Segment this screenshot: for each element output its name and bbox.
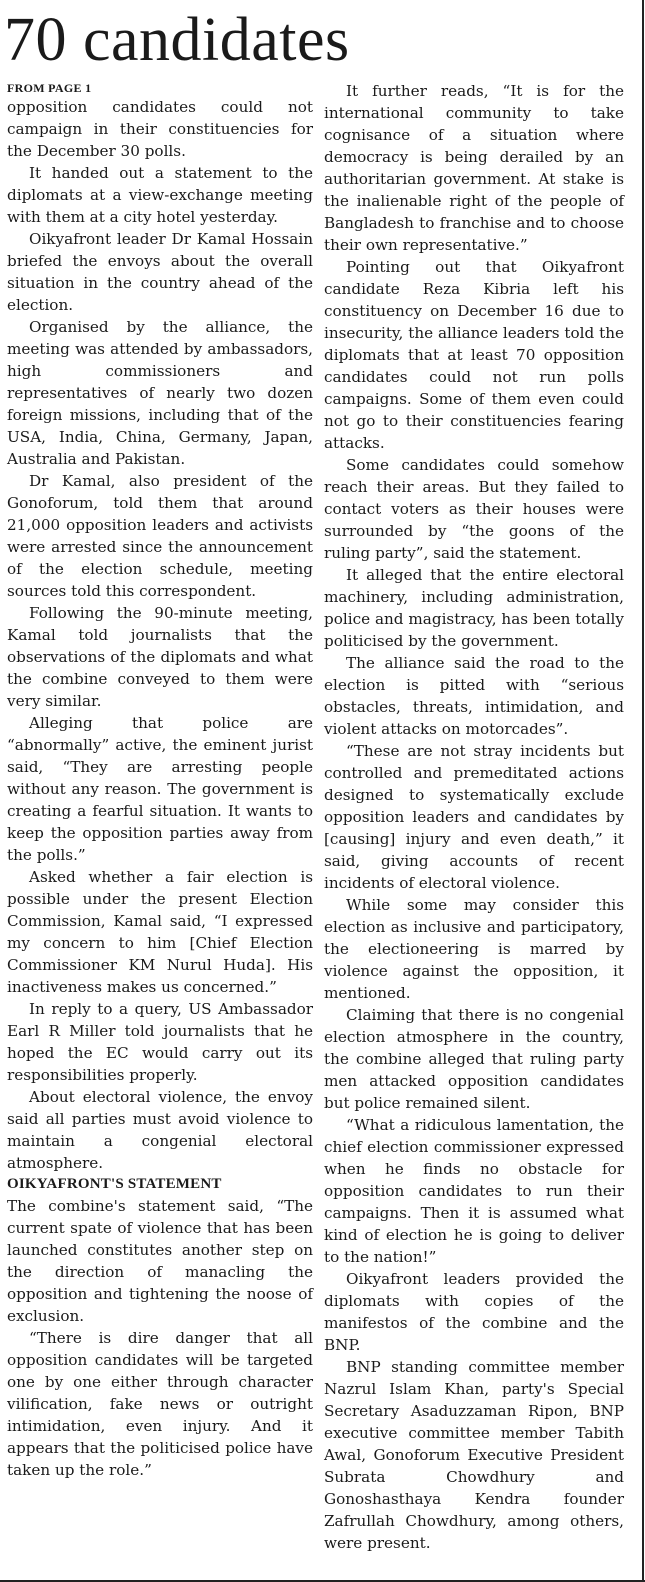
paragraph: Alleging that police are “abnormally” active, the eminent jurist said, “They are arresting people without any reason. The government is creating a fearful situation. It wants to keep the opposition parties away from the polls.” <box>7 714 313 864</box>
paragraph: The combine's statement said, “The current spate of violence that has been launched constitutes another step on the direction of manacling the opposition and tightening the noose of exclusion. <box>7 1197 313 1325</box>
page-edge-right <box>642 0 644 1582</box>
paragraph: It handed out a statement to the diplomats at a view-exchange meeting with them at a city hotel yesterday. <box>7 164 313 226</box>
paragraph: “What a ridiculous lamentation, the chief election commissioner expressed when he finds no obstacle for opposition candidates to run their campaigns. Then it is assumed what kind of election he is going to deliver to the nation!” <box>324 1116 624 1266</box>
paragraph: BNP standing committee member Nazrul Islam Khan, party's Special Secretary Asaduzzaman Ripon, BNP executive committee member Tabith Awal, Gonoforum Executive President Subrata Chowdhury and Gonoshasthaya Kendra founder Zafrullah Chowdhury, among others, were present. <box>324 1358 624 1552</box>
paragraph: “These are not stray incidents but controlled and premeditated actions designed to systematically exclude opposition leaders and candidates by [causing] injury and even death,” it said, giving accounts of recent incidents of electoral violence. <box>324 742 624 892</box>
paragraph: Organised by the alliance, the meeting was attended by ambassadors, high commissioners and representatives of nearly two dozen foreign missions, including that of the USA, India, China, Germany, Japan, Australia and Pakistan. <box>7 318 313 468</box>
paragraph: Dr Kamal, also president of the Gonoforum, told them that around 21,000 opposition leaders and activists were arrested since the announcement of the election schedule, meeting sources told this correspondent. <box>7 472 313 600</box>
paragraph: It alleged that the entire electoral machinery, including administration, police and magistracy, has been totally politicised by the government. <box>324 566 624 650</box>
paragraph: Pointing out that Oikyafront candidate Reza Kibria left his constituency on December 16 due to insecurity, the alliance leaders told the diplomats that at least 70 opposition candidates could not run polls campaigns. Some of them even could not go to their constituencies fearing attacks. <box>324 258 624 452</box>
paragraph: The alliance said the road to the election is pitted with “serious obstacles, threats, intimidation, and violent attacks on motorcades”. <box>324 654 624 738</box>
headline: 70 candidates <box>4 6 350 74</box>
paragraph: Asked whether a fair election is possible under the present Election Commission, Kamal said, “I expressed my concern to him [Chief Election Commissioner KM Nurul Huda]. His inactiveness makes us concerned.” <box>7 868 313 996</box>
paragraph: “There is dire danger that all opposition candidates will be targeted one by one either through character vilification, fake news or outright intimidation, even injury. And it appears that the politicised police have taken up the role.” <box>7 1329 313 1479</box>
right-column <box>324 80 624 1554</box>
paragraph: In reply to a query, US Ambassador Earl R Miller told journalists that he hoped the EC would carry out its responsibilities properly. <box>7 1000 313 1084</box>
paragraph: While some may consider this election as inclusive and participatory, the electioneering is marred by violence against the opposition, it mentioned. <box>324 896 624 1002</box>
paragraph: Claiming that there is no congenial election atmosphere in the country, the combine alleged that ruling party men attacked opposition candidates but police remained silent. <box>324 1006 624 1112</box>
paragraph: Following the 90-minute meeting, Kamal told journalists that the observations of the diplomats and what the combine conveyed to them were very similar. <box>7 604 313 710</box>
section-subhead: OIKYAFRONT'S STATEMENT <box>7 1176 222 1192</box>
paragraph: It further reads, “It is for the international community to take cognisance of a situation where democracy is being derailed by an authoritarian government. At stake is the inalienable right of the people of Bangladesh to franchise and to choose their own representative.” <box>324 82 624 254</box>
paragraph: Oikyafront leaders provided the diplomats with copies of the manifestos of the combine and the BNP. <box>324 1270 624 1354</box>
paragraph: Oikyafront leader Dr Kamal Hossain briefed the envoys about the overall situation in the country ahead of the election. <box>7 230 313 314</box>
paragraph: opposition candidates could not campaign in their constituencies for the December 30 polls. <box>7 98 313 160</box>
left-column <box>7 80 313 1481</box>
paragraph: Some candidates could somehow reach their areas. But they failed to contact voters as their houses were surrounded by “the goons of the ruling party”, said the statement. <box>324 456 624 562</box>
continuation-kicker: FROM PAGE 1 <box>7 81 92 95</box>
paragraph: About electoral violence, the envoy said all parties must avoid violence to maintain a congenial electoral atmosphere. <box>7 1088 313 1172</box>
